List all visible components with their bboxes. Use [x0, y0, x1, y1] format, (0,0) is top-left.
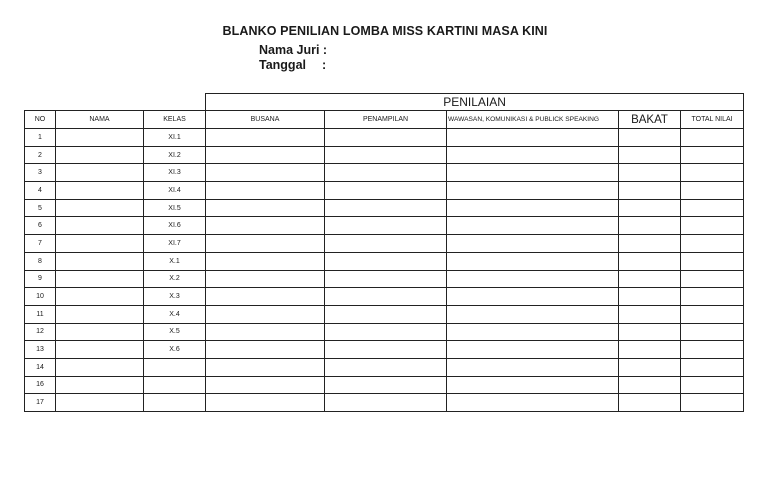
cell-busana[interactable] — [206, 270, 325, 288]
cell-wawasan[interactable] — [447, 252, 619, 270]
header-blank — [25, 94, 206, 111]
cell-total[interactable] — [681, 288, 744, 306]
cell-busana[interactable] — [206, 129, 325, 147]
date-label-text: Tanggal — [259, 58, 306, 72]
cell-wawasan[interactable] — [447, 288, 619, 306]
cell-no: 5 — [25, 199, 56, 217]
col-header-total: TOTAL NILAI — [681, 111, 744, 129]
cell-kelas: X.2 — [144, 270, 206, 288]
cell-total[interactable] — [681, 376, 744, 394]
cell-nama[interactable] — [56, 288, 144, 306]
cell-total[interactable] — [681, 129, 744, 147]
cell-wawasan[interactable] — [447, 376, 619, 394]
cell-penampilan[interactable] — [325, 235, 447, 253]
table-row — [25, 376, 744, 394]
cell-kelas: XI.4 — [144, 182, 206, 200]
cell-nama[interactable] — [56, 182, 144, 200]
cell-no: 10 — [25, 288, 56, 306]
cell-nama[interactable] — [56, 305, 144, 323]
cell-kelas: X.6 — [144, 341, 206, 359]
cell-bakat[interactable] — [619, 182, 681, 200]
cell-wawasan[interactable] — [447, 270, 619, 288]
cell-wawasan[interactable] — [447, 394, 619, 412]
cell-nama[interactable] — [56, 394, 144, 412]
cell-kelas — [144, 358, 206, 376]
cell-bakat[interactable] — [619, 341, 681, 359]
cell-penampilan[interactable] — [325, 270, 447, 288]
cell-nama[interactable] — [56, 235, 144, 253]
score-table — [24, 93, 744, 412]
cell-bakat[interactable] — [619, 217, 681, 235]
table-row — [25, 270, 744, 288]
cell-penampilan[interactable] — [325, 394, 447, 412]
cell-total[interactable] — [681, 235, 744, 253]
cell-no: 1 — [25, 129, 56, 147]
judge-name-label: Nama Juri : — [259, 43, 328, 57]
cell-wawasan[interactable] — [447, 164, 619, 182]
cell-penampilan[interactable] — [325, 252, 447, 270]
document-title: BLANKO PENILIAN LOMBA MISS KARTINI MASA KINI — [222, 24, 548, 38]
cell-wawasan[interactable] — [447, 146, 619, 164]
cell-penampilan[interactable] — [325, 146, 447, 164]
cell-busana[interactable] — [206, 252, 325, 270]
cell-penampilan[interactable] — [325, 305, 447, 323]
cell-bakat[interactable] — [619, 394, 681, 412]
cell-total[interactable] — [681, 199, 744, 217]
cell-penampilan[interactable] — [325, 358, 447, 376]
cell-total[interactable] — [681, 164, 744, 182]
cell-bakat[interactable] — [619, 305, 681, 323]
cell-bakat[interactable] — [619, 129, 681, 147]
cell-wawasan[interactable] — [447, 129, 619, 147]
col-header-wawasan: WAWASAN, KOMUNIKASI & PUBLICK SPEAKING — [447, 111, 619, 129]
cell-total[interactable] — [681, 182, 744, 200]
cell-bakat[interactable] — [619, 323, 681, 341]
col-header-nama: NAMA — [56, 111, 144, 129]
table-row — [25, 288, 744, 306]
table-row — [25, 394, 744, 412]
cell-nama[interactable] — [56, 164, 144, 182]
table-row — [25, 129, 744, 147]
table-row — [25, 235, 744, 253]
cell-bakat[interactable] — [619, 270, 681, 288]
cell-busana[interactable] — [206, 358, 325, 376]
cell-busana[interactable] — [206, 199, 325, 217]
cell-bakat[interactable] — [619, 358, 681, 376]
cell-busana[interactable] — [206, 341, 325, 359]
col-header-busana: BUSANA — [206, 111, 325, 129]
cell-no: 7 — [25, 235, 56, 253]
col-header-penampilan: PENAMPILAN — [325, 111, 447, 129]
cell-wawasan[interactable] — [447, 199, 619, 217]
cell-busana[interactable] — [206, 288, 325, 306]
table-row — [25, 305, 744, 323]
date-colon: : — [322, 58, 327, 72]
cell-busana[interactable] — [206, 394, 325, 412]
cell-kelas: XI.2 — [144, 146, 206, 164]
col-header-bakat: BAKAT — [619, 111, 681, 129]
cell-nama[interactable] — [56, 146, 144, 164]
cell-busana[interactable] — [206, 323, 325, 341]
cell-total[interactable] — [681, 341, 744, 359]
cell-no: 4 — [25, 182, 56, 200]
cell-penampilan[interactable] — [325, 217, 447, 235]
cell-kelas: X.1 — [144, 252, 206, 270]
cell-penampilan[interactable] — [325, 288, 447, 306]
table-row — [25, 182, 744, 200]
cell-kelas: XI.5 — [144, 199, 206, 217]
cell-nama[interactable] — [56, 376, 144, 394]
cell-nama[interactable] — [56, 323, 144, 341]
cell-wawasan[interactable] — [447, 182, 619, 200]
cell-busana[interactable] — [206, 217, 325, 235]
table-row — [25, 199, 744, 217]
cell-wawasan[interactable] — [447, 358, 619, 376]
cell-no: 17 — [25, 394, 56, 412]
cell-bakat[interactable] — [619, 146, 681, 164]
cell-no: 3 — [25, 164, 56, 182]
cell-kelas: XI.6 — [144, 217, 206, 235]
cell-nama[interactable] — [56, 252, 144, 270]
table-row — [25, 323, 744, 341]
cell-busana[interactable] — [206, 182, 325, 200]
cell-nama[interactable] — [56, 341, 144, 359]
cell-penampilan[interactable] — [325, 341, 447, 359]
cell-kelas: X.4 — [144, 305, 206, 323]
cell-total[interactable] — [681, 323, 744, 341]
cell-nama[interactable] — [56, 358, 144, 376]
cell-wawasan[interactable] — [447, 235, 619, 253]
cell-wawasan[interactable] — [447, 305, 619, 323]
cell-busana[interactable] — [206, 305, 325, 323]
cell-bakat[interactable] — [619, 164, 681, 182]
cell-total[interactable] — [681, 217, 744, 235]
cell-kelas — [144, 376, 206, 394]
col-header-no: NO — [25, 111, 56, 129]
cell-busana[interactable] — [206, 235, 325, 253]
cell-nama[interactable] — [56, 129, 144, 147]
cell-kelas — [144, 394, 206, 412]
cell-penampilan[interactable] — [325, 164, 447, 182]
cell-penampilan[interactable] — [325, 129, 447, 147]
cell-no: 16 — [25, 376, 56, 394]
cell-kelas: XI.7 — [144, 235, 206, 253]
cell-kelas: XI.1 — [144, 129, 206, 147]
cell-bakat[interactable] — [619, 199, 681, 217]
cell-busana[interactable] — [206, 376, 325, 394]
cell-bakat[interactable] — [619, 252, 681, 270]
cell-wawasan[interactable] — [447, 323, 619, 341]
score-rows — [25, 129, 744, 412]
cell-penampilan[interactable] — [325, 182, 447, 200]
cell-penampilan[interactable] — [325, 323, 447, 341]
cell-no: 6 — [25, 217, 56, 235]
cell-total[interactable] — [681, 305, 744, 323]
cell-penampilan[interactable] — [325, 376, 447, 394]
cell-no: 11 — [25, 305, 56, 323]
cell-busana[interactable] — [206, 146, 325, 164]
cell-no: 2 — [25, 146, 56, 164]
cell-total[interactable] — [681, 358, 744, 376]
cell-no: 12 — [25, 323, 56, 341]
cell-nama[interactable] — [56, 270, 144, 288]
cell-total[interactable] — [681, 394, 744, 412]
table-row — [25, 252, 744, 270]
cell-bakat[interactable] — [619, 235, 681, 253]
cell-no: 8 — [25, 252, 56, 270]
cell-nama[interactable] — [56, 199, 144, 217]
cell-total[interactable] — [681, 252, 744, 270]
cell-kelas: X.5 — [144, 323, 206, 341]
cell-busana[interactable] — [206, 164, 325, 182]
table-row — [25, 217, 744, 235]
cell-bakat[interactable] — [619, 288, 681, 306]
table-row — [25, 341, 744, 359]
cell-wawasan[interactable] — [447, 217, 619, 235]
table-row — [25, 164, 744, 182]
col-header-kelas: KELAS — [144, 111, 206, 129]
cell-no: 9 — [25, 270, 56, 288]
cell-total[interactable] — [681, 270, 744, 288]
table-row — [25, 358, 744, 376]
cell-wawasan[interactable] — [447, 341, 619, 359]
cell-kelas: X.3 — [144, 288, 206, 306]
cell-no: 14 — [25, 358, 56, 376]
cell-bakat[interactable] — [619, 376, 681, 394]
penilaian-group-header: PENILAIAN — [206, 94, 744, 111]
date-label — [259, 58, 327, 72]
table-row — [25, 146, 744, 164]
cell-no: 13 — [25, 341, 56, 359]
cell-nama[interactable] — [56, 217, 144, 235]
cell-kelas: XI.3 — [144, 164, 206, 182]
cell-total[interactable] — [681, 146, 744, 164]
cell-penampilan[interactable] — [325, 199, 447, 217]
